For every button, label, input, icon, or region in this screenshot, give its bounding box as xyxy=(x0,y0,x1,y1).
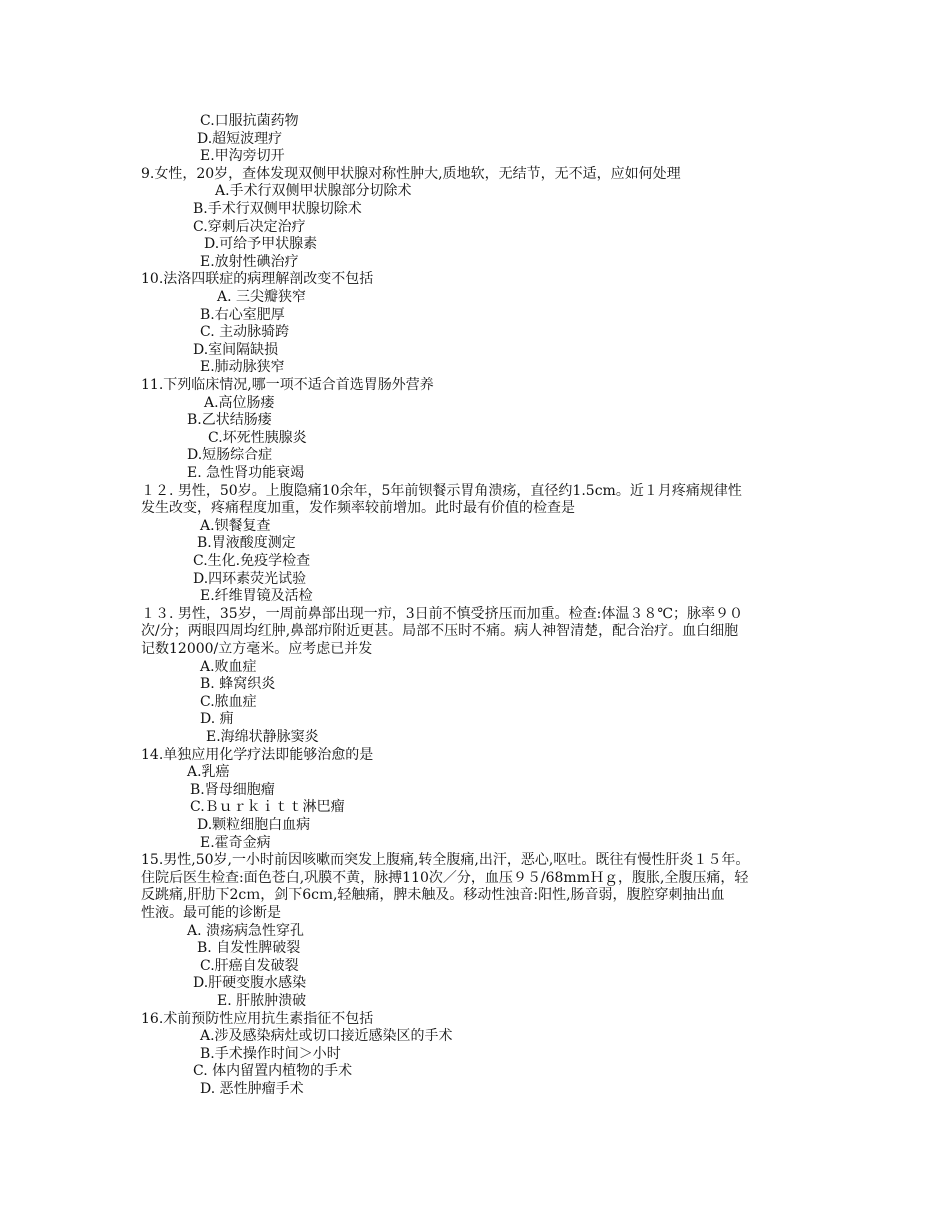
q15-option-c: C.肝癌自发破裂 xyxy=(200,957,299,974)
q12-option-e: E.纤维胃镜及活检 xyxy=(200,588,313,605)
q15-stem-line-1: 15.男性,50岁,一小时前因咳嗽而突发上腹痛,转全腹痛,出汗，恶心,呕吐。既往有慢性肝炎１５年。 xyxy=(141,852,750,869)
q15-stem-line-2: 住院后医生检查:面色苍白,巩膜不黄，脉搏110次／分，血压９５/68mmＨｇ，腹胀,全腹压痛，轻 xyxy=(141,869,749,886)
q11-stem: 11.下列临床情况,哪一项不适合首选胃肠外营养 xyxy=(141,377,434,393)
q12-option-b: B.胃液酸度测定 xyxy=(197,535,296,552)
q16-stem: 16.术前预防性应用抗生素指征不包括 xyxy=(141,1010,374,1027)
q12-option-d: D.四环素荧光试验 xyxy=(193,570,307,587)
q11-option-a: A.高位肠瘘 xyxy=(204,394,275,411)
q11-option-d: D.短肠综合症 xyxy=(187,447,273,464)
q13-stem-line-1: １３. 男性，35岁，一周前鼻部出现一疖，3日前不慎受挤压而加重。检查:体温３８℃；脉率９０ xyxy=(141,605,743,622)
q13-option-a: A.败血症 xyxy=(200,658,257,675)
q12-option-a: A.钡餐复查 xyxy=(200,517,271,534)
q11-option-b: B.乙状结肠瘘 xyxy=(187,412,272,429)
q15-stem-line-4: 性液。最可能的诊断是 xyxy=(141,905,281,921)
q15-option-d: D.肝硬变腹水感染 xyxy=(193,975,307,992)
q11-option-e: E. 急性肾功能衰竭 xyxy=(187,465,305,481)
q9-stem: 9.女性，20岁，查体发现双侧甲状腺对称性肿大,质地软，无结节，无不适，应如何处理 xyxy=(141,165,681,182)
q15-option-a: A. 溃疡病急性穿孔 xyxy=(187,922,305,939)
q13-option-c: C.脓血症 xyxy=(200,693,257,710)
q13-stem-line-2: 次/分；两眼四周均红肿,鼻部疖附近更甚。局部不压时不痛。病人神智清楚，配合治疗。血白细胞 xyxy=(141,623,739,640)
q14-option-b: B.肾母细胞瘤 xyxy=(190,781,275,798)
q13-stem-line-3: 记数12000/立方毫米。应考虑已并发 xyxy=(141,641,373,657)
q9-option-c: C.穿刺后决定治疗 xyxy=(193,218,306,235)
q16-option-a: A.涉及感染病灶或切口接近感染区的手术 xyxy=(200,1028,453,1045)
q16-option-b: B.手术操作时间＞小时 xyxy=(200,1045,341,1062)
q15-stem-line-3: 反跳痛,肝肋下2cｍ，剑下6cｍ,轻触痛，脾未触及。移动性浊音:阳性,肠音弱，腹腔穿刺抽出血 xyxy=(141,887,725,904)
q14-option-e: E.霍奇金病 xyxy=(200,834,271,851)
q15-option-b: B. 自发性脾破裂 xyxy=(197,940,301,957)
q13-option-e: E.海绵状静脉窦炎 xyxy=(206,729,319,745)
q10-option-b: B.右心室肥厚 xyxy=(200,306,285,323)
q10-stem: 10.法洛四联症的病理解剖改变不包括 xyxy=(141,271,374,288)
q10-option-a: A. 三尖瓣狭窄 xyxy=(217,289,307,305)
q15-option-e: E. 肝脓肿溃破 xyxy=(217,993,307,1009)
q10-option-d: D.室间隔缺损 xyxy=(193,341,279,358)
q14-option-d: D.颗粒细胞白血病 xyxy=(197,817,311,833)
q14-option-c: C.Ｂｕｒｋｉｔｔ淋巴瘤 xyxy=(190,799,345,816)
q10-option-e: E.肺动脉狭窄 xyxy=(200,359,285,376)
q8-option-c: C.口服抗菌药物 xyxy=(200,113,299,129)
q12-option-c: C.生化.免疫学检查 xyxy=(193,553,311,569)
q13-option-d: D. 痈 xyxy=(200,711,234,728)
q8-option-d: D.超短波理疗 xyxy=(197,130,283,147)
q13-option-b: B. 蜂窝织炎 xyxy=(200,676,276,693)
q8-option-e: E.甲沟旁切开 xyxy=(200,148,285,165)
q14-option-a: A.乳癌 xyxy=(187,764,230,781)
q9-option-d: D.可给予甲状腺素 xyxy=(204,236,318,253)
q10-option-c: C. 主动脉骑跨 xyxy=(200,324,290,341)
q12-stem-line-1: １２. 男性，50岁。上腹隐痛10余年，5年前钡餐示胃角溃疡，直径约1.5cm。近１月疼痛规律性 xyxy=(141,482,742,499)
q9-option-a: A.手术行双侧甲状腺部分切除术 xyxy=(215,183,412,200)
q11-option-c: C.坏死性胰腺炎 xyxy=(208,429,307,446)
q9-option-e: E.放射性碘治疗 xyxy=(200,253,299,270)
q16-option-c: C. 体内留置内植物的手术 xyxy=(193,1063,353,1080)
q14-stem: 14.单独应用化学疗法即能够治愈的是 xyxy=(141,746,374,763)
q9-option-b: B.手术行双侧甲状腺切除术 xyxy=(193,201,362,217)
q12-stem-line-2: 发生改变，疼痛程度加重，发作频率较前增加。此时最有价值的检查是 xyxy=(141,500,575,517)
q16-option-d: D. 恶性肿瘤手术 xyxy=(200,1081,304,1097)
